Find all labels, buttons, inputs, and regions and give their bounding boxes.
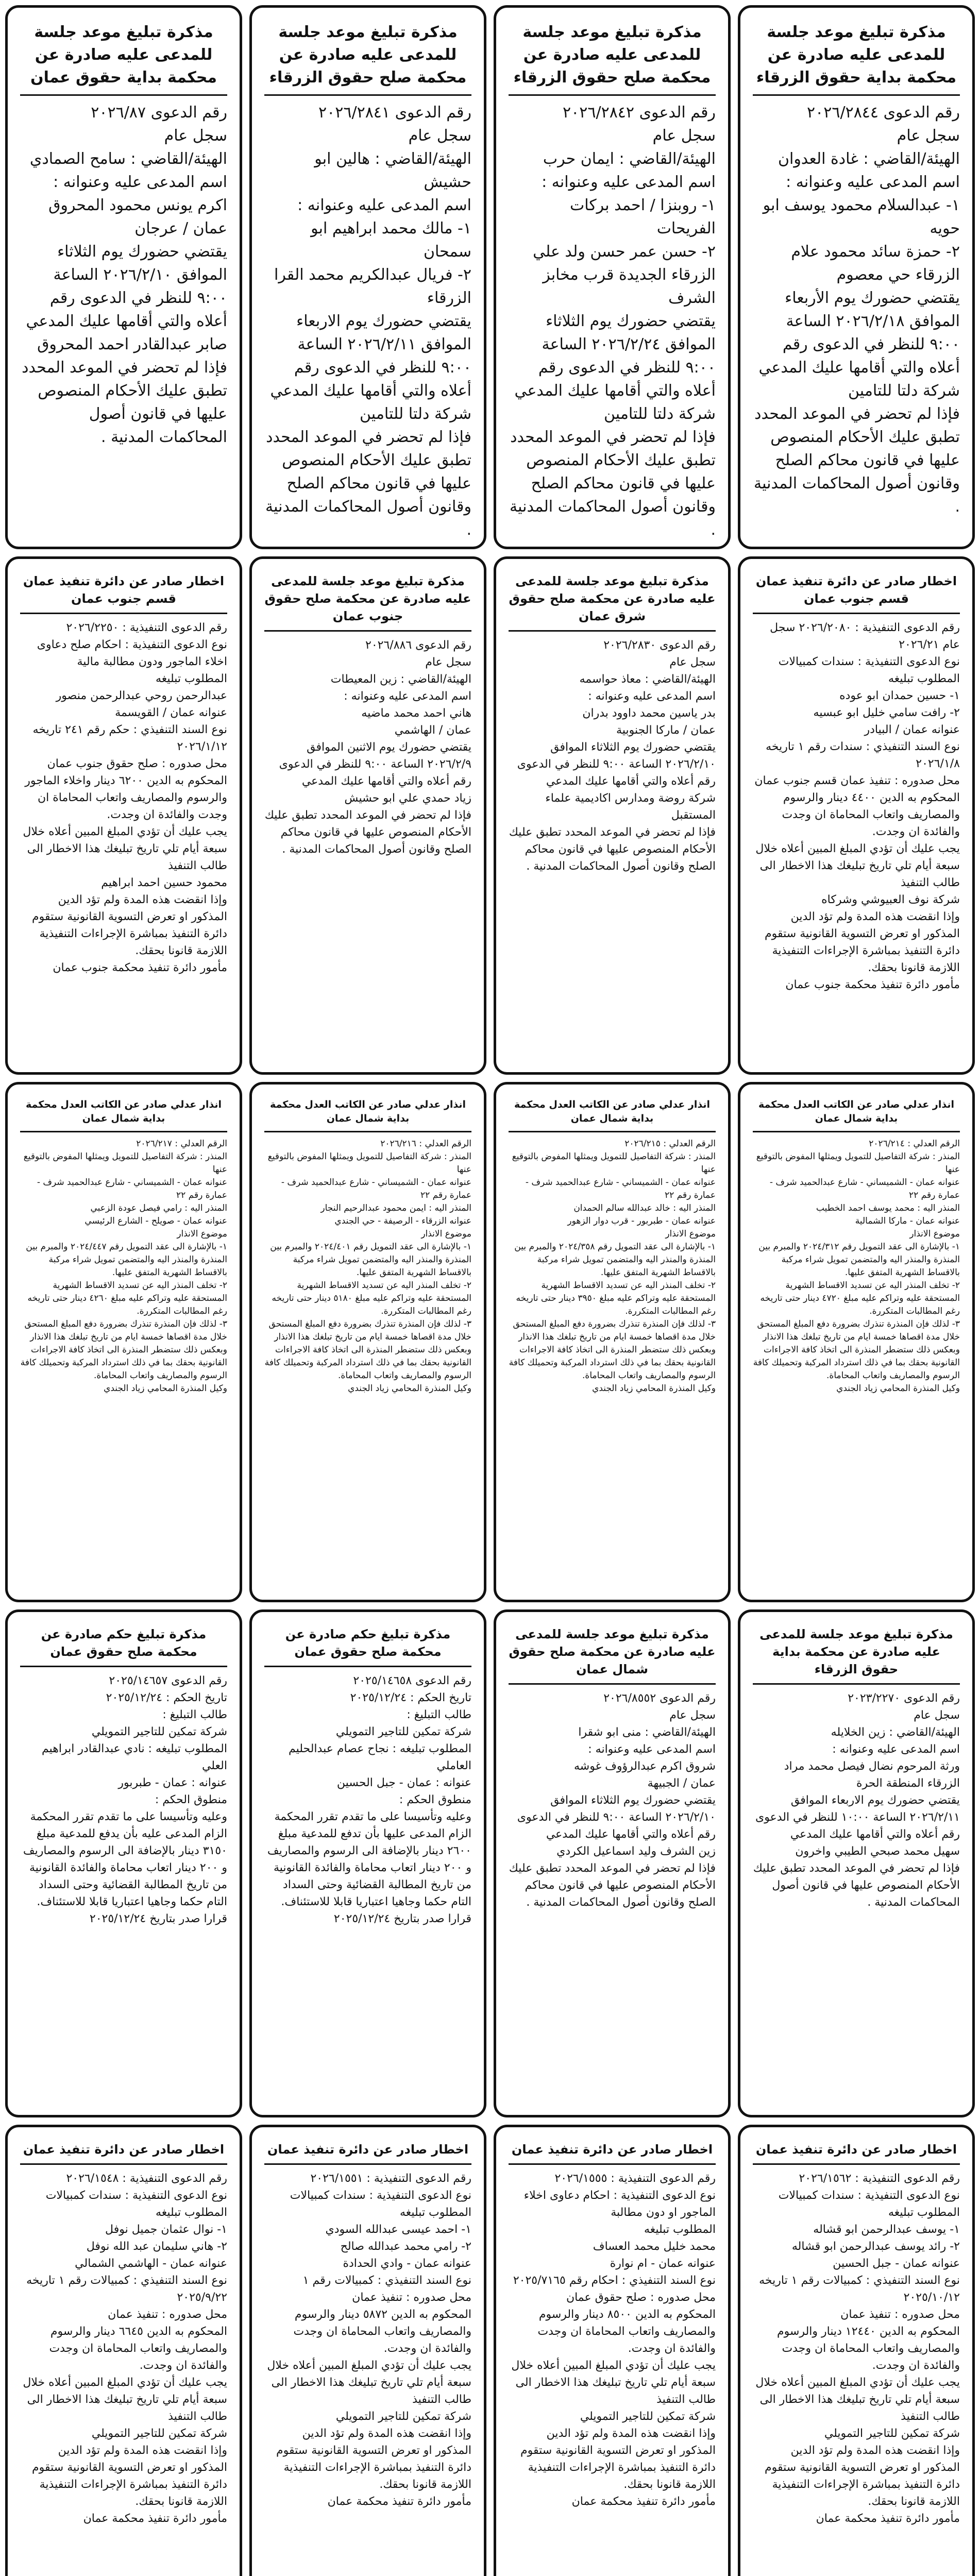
notice-heading: اخطار صادر عن دائرة تنفيذ عمان — [511, 2142, 713, 2157]
notices-row-4 — [5, 1609, 975, 2117]
notice-body: رقم الدعوى ٢٠٢٦/٢٨٣٠ سجل عام الهيئة/القاضي : معاذ حواسمه اسم المدعى عليه وعنوانه : بدر ياسين محمد داوود بدران عمان / ماركا الجنوبية يقتضي حضورك يوم الثلاثاء الموافق ٢٠٢٦/٢/١٠ الساعة ٩:٠٠ للنظر في الدعوى رقم أعلاه والتي أقامها عليك المدعي شركة روضة ومدارس اكاديمية علماء المستقبل فإذا لم تحضر في الموعد المحدد تطبق عليك الأحكام المنصوص عليها في قانون محاكم الصلح وقانون أصول المحاكمات المدنية . — [509, 639, 716, 873]
divider — [20, 613, 227, 614]
notices-row-1 — [5, 5, 975, 549]
notice-heading: اخطار صادر عن دائرة تنفيذ عمان — [267, 2142, 469, 2157]
notice-heading: اخطار صادر عن دائرة تنفيذ عمان — [23, 2142, 225, 2157]
notice-body: رقم الدعوى ٢٠٢٦/٨٥٥٢ سجل عام الهيئة/القاضي : منى ابو شقرا اسم المدعى عليه وعنوانه : شروق اكرم عبدالرؤوف غوشه عمان / الجبيهة يقتضي حضورك يوم الثلاثاء الموافق ٢٠٢٦/٢/١٠ الساعة ٩:٠٠ للنظر في الدعوى رقم أعلاه والتي أقامها عليك المدعي زين الشرف وليد اسماعيل الكردي فإذا لم تحضر في الموعد المحدد تطبق عليك الأحكام المنصوص عليها في قانون محاكم الصلح وقانون أصول المحاكمات المدنية . — [509, 1692, 716, 1909]
divider — [753, 2163, 960, 2165]
court-notice — [5, 1609, 242, 2117]
divider — [509, 630, 716, 632]
notice-heading: مذكرة تبليغ موعد جلسة للمدعى عليه صادرة عن محكمة صلح حقوق الزرقاء — [269, 23, 467, 87]
divider — [20, 94, 227, 96]
notice-heading: مذكرة تبليغ حكم صادرة عن محكمة صلح حقوق عمان — [41, 1627, 207, 1659]
divider — [20, 1131, 227, 1132]
divider — [753, 613, 960, 614]
notice-heading: مذكرة تبليغ موعد جلسة للمدعى عليه صادرة عن محكمة بداية حقوق عمان — [30, 23, 217, 87]
notice-body: رقم الدعوى ٢٠٢٦/٢٨٤١ سجل عام الهيئة/القاضي : هالين ابو حشيش اسم المدعى عليه وعنوانه : ١- مالك محمد ابراهيم ابو سمحان ٢- فريال عبدالكريم محمد القرا الزرقاء يقتضي حضورك يوم الاربعاء الموافق ٢٠٢٦/٢/١١ الساعة ٩:٠٠ للنظر في الدعوى رقم أعلاه والتي أقامها عليك المدعي شركة دلتا للتامين فإذا لم تحضر في الموعد المحدد تطبق عليك الأحكام المنصوص عليها في قانون محاكم الصلح وقانون أصول المحاكمات المدنية . — [265, 104, 471, 539]
notice-body: الرقم العدلي : ٢٠٢٦/٢١٦ المنذر : شركة التفاصيل للتمويل ويمثلها المفوض بالتوقيع عنها عنوانه عمان - الشميساني - شارع عبدالحميد شرف - عمارة رقم ٢٢ المنذر اليه : ايمن محمود عبدالرحيم النجار عنوانه الزرقاء - الرصيفة - حي الجندي موضوع الانذار ١- بالإشارة الى عقد التمويل رقم ٢٠٢٤/٤٠١ والمبرم بين المنذرة والمنذر اليه والمتضمن تمويل شراء مركبة بالاقساط الشهرية المتفق عليها. ٢- تخلف المنذر اليه عن تسديد الاقساط الشهرية المستحقة عليه وتراكم عليه مبلغ ٥١٨٠ دينار حتى تاريخه رغم المطالبات المتكررة. ٣- لذلك فإن المنذرة تنذرك بضرورة دفع المبلغ المستحق خلال مدة اقصاها خمسة ايام من تاريخ تبلغك هذا الانذار وبعكس ذلك ستضطر المنذرة الى اتخاذ كافة الاجراءات القانونية بحقك بما في ذلك استرداد المركبة وتحميلك كافة الرسوم والمصاريف واتعاب المحاماة. وكيل المنذرة المحامي زياد الجندي — [264, 1139, 471, 1394]
notice-heading: اخطار صادر عن دائرة تنفيذ عمان قسم جنوب عمان — [755, 574, 957, 606]
notices-row-2 — [5, 556, 975, 1075]
notice-body: الرقم العدلي : ٢٠٢٦/٢١٤ المنذر : شركة التفاصيل للتمويل ويمثلها المفوض بالتوقيع عنها عنوانه عمان - الشميساني - شارع عبدالحميد شرف - عمارة رقم ٢٢ المنذر اليه : محمد يوسف احمد الخطيب عنوانه عمان - ماركا الشمالية موضوع الانذار ١- بالإشارة الى عقد التمويل رقم ٢٠٢٤/٣١٢ والمبرم بين المنذرة والمنذر اليه والمتضمن تمويل شراء مركبة بالاقساط الشهرية المتفق عليها. ٢- تخلف المنذر اليه عن تسديد الاقساط الشهرية المستحقة عليه وتراكم عليه مبلغ ٤٧٢٠ دينار حتى تاريخه رغم المطالبات المتكررة. ٣- لذلك فإن المنذرة تنذرك بضرورة دفع المبلغ المستحق خلال مدة اقصاها خمسة ايام من تاريخ تبلغك هذا الانذار وبعكس ذلك ستضطر المنذرة الى اتخاذ كافة الاجراءات القانونية بحقك بما في ذلك استرداد المركبة وتحميلك كافة الرسوم والمصاريف واتعاب المحاماة. وكيل المنذرة المحامي زياد الجندي — [753, 1139, 960, 1394]
notice-heading: مذكرة تبليغ موعد جلسة للمدعى عليه صادرة عن محكمة بداية حقوق الزرقاء — [759, 1627, 953, 1676]
divider — [753, 94, 960, 96]
notice-body: الرقم العدلي : ٢٠٢٦/٢١٧ المنذر : شركة التفاصيل للتمويل ويمثلها المفوض بالتوقيع عنها عنوانه عمان - الشميساني - شارع عبدالحميد شرف - عمارة رقم ٢٢ المنذر اليه : رامي فيصل عودة الزعبي عنوانه عمان - صويلح - الشارع الرئيسي موضوع الانذار ١- بالإشارة الى عقد التمويل رقم ٢٠٢٤/٤٤٧ والمبرم بين المنذرة والمنذر اليه والمتضمن تمويل شراء مركبة بالاقساط الشهرية المتفق عليها. ٢- تخلف المنذر اليه عن تسديد الاقساط الشهرية المستحقة عليه وتراكم عليه مبلغ ٤٢٦٠ دينار حتى تاريخه رغم المطالبات المتكررة. ٣- لذلك فإن المنذرة تنذرك بضرورة دفع المبلغ المستحق خلال مدة اقصاها خمسة ايام من تاريخ تبلغك هذا الانذار وبعكس ذلك ستضطر المنذرة الى اتخاذ كافة الاجراءات القانونية بحقك بما في ذلك استرداد المركبة وتحميلك كافة الرسوم والمصاريف واتعاب المحاماة. وكيل المنذرة المحامي زياد الجندي — [20, 1139, 227, 1394]
divider — [264, 94, 471, 96]
court-notice — [5, 556, 242, 1075]
notice-body: رقم الدعوى ٢٠٢٦/٢٨٤٤ سجل عام الهيئة/القاضي : غادة العدوان اسم المدعى عليه وعنوانه : ١- عبدالسلام محمود يوسف ابو حويه ٢- حمزة سائد محمود علام الزرقاء حي معصوم يقتضي حضورك يوم الأربعاء الموافق ٢٠٢٦/٢/١٨ الساعة ٩:٠٠ للنظر في الدعوى رقم أعلاه والتي أقامها عليك المدعي شركة دلتا للتامين فإذا لم تحضر في الموعد المحدد تطبق عليك الأحكام المنصوص عليها في قانون محاكم الصلح وقانون أصول المحاكمات المدنية . — [754, 104, 960, 516]
divider — [509, 94, 716, 96]
notice-body: رقم الدعوى ٢٠٢٥/١٤٦٥٧ تاريخ الحكم : ٢٠٢٥/١٢/٢٤ طالب التبليغ : شركة تمكين للتاجير التمويلي المطلوب تبليغه : نادي عبدالقادر ابراهيم العلي عنوانه : عمان - طبربور منطوق الحكم : وعليه وتأسيسا على ما تقدم تقرر المحكمة الزام المدعى عليه بأن يدفع للمدعية مبلغ ٣١٥٠ دينار بالإضافة الى الرسوم والمصاريف و ٢٠٠ دينار اتعاب محاماة والفائدة القانونية من تاريخ المطالبة القضائية وحتى السداد التام حكما وجاهيا اعتباريا قابلا للاستئناف. قرارا صدر بتاريخ ٢٠٢٥/١٢/٢٤ — [23, 1674, 227, 1925]
notice-body: رقم الدعوى التنفيذية : ٢٠٢٦/٢٢٥٠ نوع الدعوى التنفيذية : احكام صلح دعاوى اخلاء الماجور ودون مطالبة مالية المطلوب تبليغه عبدالرحمن روحي عبدالرحمن منصور عنوانه عمان / القويسمة نوع السند التنفيذي : حكم رقم ٢٤١ تاريخه ٢٠٢٦/١/١٢ محل صدوره : صلح حقوق جنوب عمان المحكوم به الدين ٦٢٠٠ دينار واخلاء الماجور والرسوم والمصاريف واتعاب المحاماة ان وجدت والفائدة ان وجدت. يجب عليك أن تؤدي المبلغ المبين أعلاه خلال سبعة أيام تلي تاريخ تبليغك هذا الاخطار الى طالب التنفيذ محمود حسين احمد ابراهيم وإذا انقضت هذه المدة ولم تؤد الدين المذكور او تعرض التسوية القانونية ستقوم دائرة التنفيذ بمباشرة الإجراءات التنفيذية اللازمة قانونا بحقك. مأمور دائرة تنفيذ محكمة جنوب عمان — [23, 621, 227, 974]
notice-heading: مذكرة تبليغ موعد جلسة للمدعى عليه صادرة عن محكمة صلح حقوق جنوب عمان — [264, 574, 471, 623]
court-notice — [5, 1082, 242, 1602]
court-notice — [249, 1082, 486, 1602]
court-notice — [249, 1609, 486, 2117]
notice-heading: انذار عدلي صادر عن الكاتب العدل محكمة بداية شمال عمان — [758, 1099, 954, 1124]
notices-row-5 — [5, 2125, 975, 2576]
divider — [509, 1131, 716, 1132]
notice-body: رقم الدعوى التنفيذية : ٢٠٢٦/٢٠٨٠ سجل عام ٢٠٢٦/٢١ نوع الدعوى التنفيذية : سندات كمبيالات المطلوب تبليغه ١- حسين حمدان ابو عوده ٢- رافت سامي خليل ابو عبسيه عنوانه عمان / البيادر نوع السند التنفيذي : سندات رقم ١ تاريخه ٢٠٢٦/١/٨ محل صدوره : تنفيذ عمان قسم جنوب عمان المحكوم به الدين ٤٤٠٠ دينار والرسوم والمصاريف واتعاب المحاماة ان وجدت والفائدة ان وجدت. يجب عليك أن تؤدي المبلغ المبين أعلاه خلال سبعة أيام تلي تاريخ تبليغك هذا الاخطار الى طالب التنفيذ شركة نوف العبيوشي وشركاه وإذا انقضت هذه المدة ولم تؤد الدين المذكور او تعرض التسوية القانونية ستقوم دائرة التنفيذ بمباشرة الإجراءات التنفيذية اللازمة قانونا بحقك. مأمور دائرة تنفيذ محكمة جنوب عمان — [754, 621, 960, 991]
court-notice — [494, 556, 731, 1075]
court-notice — [249, 5, 486, 549]
divider — [264, 2163, 471, 2165]
notice-heading: انذار عدلي صادر عن الكاتب العدل محكمة بداية شمال عمان — [269, 1099, 466, 1124]
notice-body: الرقم العدلي : ٢٠٢٦/٢١٥ المنذر : شركة التفاصيل للتمويل ويمثلها المفوض بالتوقيع عنها عنوانه عمان - الشميساني - شارع عبدالحميد شرف - عمارة رقم ٢٢ المنذر اليه : خالد عبدالله سالم الحمدان عنوانه عمان - طبربور - قرب دوار الزهور موضوع الانذار ١- بالإشارة الى عقد التمويل رقم ٢٠٢٤/٣٥٨ والمبرم بين المنذرة والمنذر اليه والمتضمن تمويل شراء مركبة بالاقساط الشهرية المتفق عليها. ٢- تخلف المنذر اليه عن تسديد الاقساط الشهرية المستحقة عليه وتراكم عليه مبلغ ٣٩٥٠ دينار حتى تاريخه رغم المطالبات المتكررة. ٣- لذلك فإن المنذرة تنذرك بضرورة دفع المبلغ المستحق خلال مدة اقصاها خمسة ايام من تاريخ تبلغك هذا الانذار وبعكس ذلك ستضطر المنذرة الى اتخاذ كافة الاجراءات القانونية بحقك بما في ذلك استرداد المركبة وتحميلك كافة الرسوم والمصاريف واتعاب المحاماة. وكيل المنذرة المحامي زياد الجندي — [509, 1139, 716, 1394]
court-notice — [738, 1082, 975, 1602]
notice-body: رقم الدعوى التنفيذية : ٢٠٢٦/١٥٥١ نوع الدعوى التنفيذية : سندات كمبيالات المطلوب تبليغه ١- احمد عيسى عبدالله السودي ٢- رامي محمد عبدالله صالح عنوانه عمان - وادي الحدادة نوع السند التنفيذي : كمبيالات رقم ١ محل صدوره : تنفيذ عمان المحكوم به الدين ٥٨٧٢ دينار والرسوم والمصاريف واتعاب المحاماة ان وجدت والفائدة ان وجدت. يجب عليك أن تؤدي المبلغ المبين أعلاه خلال سبعة أيام تلي تاريخ تبليغك هذا الاخطار الى طالب التنفيذ شركة تمكين للتاجير التمويلي وإذا انقضت هذه المدة ولم تؤد الدين المذكور او تعرض التسوية القانونية ستقوم دائرة التنفيذ بمباشرة الإجراءات التنفيذية اللازمة قانونا بحقك. مأمور دائرة تنفيذ محكمة عمان — [267, 2172, 471, 2508]
divider — [264, 1131, 471, 1132]
notice-body: رقم الدعوى ٢٠٢٦/٢٨٤٢ سجل عام الهيئة/القاضي : ايمان حرب اسم المدعى عليه وعنوانه : ١- روبنزا / احمد بركات الفريحات ٢- حسن عمر حسن ولد علي الزرقاء الجديدة قرب مخابز الشرف يقتضي حضورك يوم الثلاثاء الموافق ٢٠٢٦/٢/٢٤ الساعة ٩:٠٠ للنظر في الدعوى رقم أعلاه والتي أقامها عليك المدعي شركة دلتا للتامين فإذا لم تحضر في الموعد المحدد تطبق عليك الأحكام المنصوص عليها في قانون محاكم الصلح وقانون أصول المحاكمات المدنية . — [510, 104, 716, 539]
divider — [264, 630, 471, 632]
court-notice — [249, 556, 486, 1075]
divider — [20, 1666, 227, 1667]
notice-body: رقم الدعوى ٢٠٢٥/١٤٦٥٨ تاريخ الحكم : ٢٠٢٥/١٢/٢٤ طالب التبليغ : شركة تمكين للتاجير التمويلي المطلوب تبليغه : نجاح عصام عبدالحليم العاملي عنوانه : عمان - جبل الحسين منطوق الحكم : وعليه وتأسيسا على ما تقدم تقرر المحكمة الزام المدعى عليها بأن تدفع للمدعية مبلغ ٢٦٠٠ دينار بالإضافة الى الرسوم والمصاريف و ٢٠٠ دينار اتعاب محاماة والفائدة القانونية من تاريخ المطالبة القضائية وحتى السداد التام حكما وجاهيا اعتباريا قابلا للاستئناف. قرارا صدر بتاريخ ٢٠٢٥/١٢/٢٤ — [267, 1674, 471, 1925]
court-notice — [738, 1609, 975, 2117]
notice-heading: انذار عدلي صادر عن الكاتب العدل محكمة بداية شمال عمان — [25, 1099, 222, 1124]
court-notice — [494, 1082, 731, 1602]
notice-heading: مذكرة تبليغ موعد جلسة للمدعى عليه صادرة عن محكمة صلح حقوق شرق عمان — [509, 574, 716, 623]
notice-body: رقم الدعوى ٢٠٢٦/٨٧ سجل عام الهيئة/القاضي : سامح الصمادي اسم المدعى عليه وعنوانه : اكرم يونس محمود المحروق عمان / عرجان يقتضي حضورك يوم الثلاثاء الموافق ٢٠٢٦/٢/١٠ الساعة ٩:٠٠ للنظر في الدعوى رقم أعلاه والتي أقامها عليك المدعي صابر عبدالقادر احمد المحروق فإذا لم تحضر في الموعد المحدد تطبق عليك الأحكام المنصوص عليها في قانون أصول المحاكمات المدنية . — [22, 104, 227, 446]
notice-heading: مذكرة تبليغ موعد جلسة للمدعى عليه صادرة عن محكمة صلح حقوق شمال عمان — [509, 1627, 716, 1676]
court-notice — [738, 556, 975, 1075]
notice-body: رقم الدعوى ٢٠٢٣/٢٢٧٠ سجل عام الهيئة/القاضي : زين الخلايله اسم المدعى عليه وعنوانه : ورثة المرحوم نضال فيصل محمد مراد الزرقاء المنطقة الحرة يقتضي حضورك يوم الاربعاء الموافق ٢٠٢٦/٢/١١ الساعة ١٠:٠٠ للنظر في الدعوى رقم أعلاه والتي أقامها عليك المدعي سهيل محمد صبحي الطيبي واخرون فإذا لم تحضر في الموعد المحدد تطبق عليك الأحكام المنصوص عليها في قانون أصول المحاكمات المدنية . — [753, 1692, 960, 1909]
court-notice — [738, 2125, 975, 2576]
court-notice — [249, 2125, 486, 2576]
notice-heading: مذكرة تبليغ موعد جلسة للمدعى عليه صادرة عن محكمة صلح حقوق الزرقاء — [513, 23, 711, 87]
notice-body: رقم الدعوى التنفيذية : ٢٠٢٦/١٥٥٥ نوع الدعوى التنفيذية : احكام دعاوى اخلاء الماجور او دون مطالبة المطلوب تبليغه محمد خليل محمد العساف عنوانه عمان - ام نوارة نوع السند التنفيذي : احكام رقم ٢٠٢٥/٧١٦٥ محل صدوره : صلح حقوق عمان المحكوم به الدين ٨٥٠٠ دينار والرسوم والمصاريف واتعاب المحاماة ان وجدت والفائدة ان وجدت. يجب عليك أن تؤدي المبلغ المبين أعلاه خلال سبعة أيام تلي تاريخ تبليغك هذا الاخطار الى طالب التنفيذ شركة تمكين للتاجير التمويلي وإذا انقضت هذه المدة ولم تؤد الدين المذكور او تعرض التسوية القانونية ستقوم دائرة التنفيذ بمباشرة الإجراءات التنفيذية اللازمة قانونا بحقك. مأمور دائرة تنفيذ محكمة عمان — [511, 2172, 716, 2508]
notice-heading: مذكرة تبليغ حكم صادرة عن محكمة صلح حقوق عمان — [285, 1627, 451, 1659]
court-notice — [5, 2125, 242, 2576]
divider — [753, 1131, 960, 1132]
court-notice — [494, 2125, 731, 2576]
notice-heading: اخطار صادر عن دائرة تنفيذ عمان قسم جنوب عمان — [23, 574, 225, 606]
notices-row-3 — [5, 1082, 975, 1602]
notice-body: رقم الدعوى التنفيذية : ٢٠٢٦/١٥٤٨ نوع الدعوى التنفيذية : سندات كمبيالات المطلوب تبليغه ١- نوال عثمان جميل نوفل ٢- هاني سليمان عبد الله نوفل عنوانه عمان - الهاشمي الشمالي نوع السند التنفيذي : كمبيالات رقم ١ تاريخه ٢٠٢٥/٩/٢٢ محل صدوره : تنفيذ عمان المحكوم به الدين ٦٦٤٥ دينار والرسوم والمصاريف واتعاب المحاماة ان وجدت والفائدة ان وجدت. يجب عليك أن تؤدي المبلغ المبين أعلاه خلال سبعة أيام تلي تاريخ تبليغك هذا الاخطار الى طالب التنفيذ شركة تمكين للتاجير التمويلي وإذا انقضت هذه المدة ولم تؤد الدين المذكور او تعرض التسوية القانونية ستقوم دائرة التنفيذ بمباشرة الإجراءات التنفيذية اللازمة قانونا بحقك. مأمور دائرة تنفيذ محكمة عمان — [23, 2172, 227, 2525]
divider — [509, 2163, 716, 2165]
court-notice — [494, 1609, 731, 2117]
divider — [20, 2163, 227, 2165]
notice-body: رقم الدعوى التنفيذية : ٢٠٢٦/١٥٦٢ نوع الدعوى التنفيذية : سندات كمبيالات المطلوب تبليغه ١- يوسف عبدالرحمن ابو قشاله ٢- رائد يوسف عبدالرحمن ابو قشاله عنوانه عمان - جبل الحسين نوع السند التنفيذي : كمبيالات رقم ١ تاريخه ٢٠٢٥/١٠/١٢ محل صدوره : تنفيذ عمان المحكوم به الدين ١٢٤٤٠ دينار والرسوم والمصاريف واتعاب المحاماة ان وجدت والفائدة ان وجدت. يجب عليك أن تؤدي المبلغ المبين أعلاه خلال سبعة أيام تلي تاريخ تبليغك هذا الاخطار الى طالب التنفيذ شركة تمكين للتاجير التمويلي وإذا انقضت هذه المدة ولم تؤد الدين المذكور او تعرض التسوية القانونية ستقوم دائرة التنفيذ بمباشرة الإجراءات التنفيذية اللازمة قانونا بحقك. مأمور دائرة تنفيذ محكمة عمان — [755, 2172, 960, 2525]
court-notice — [738, 5, 975, 549]
notice-heading: مذكرة تبليغ موعد جلسة للمدعى عليه صادرة عن محكمة بداية حقوق الزرقاء — [756, 23, 957, 87]
notice-heading: انذار عدلي صادر عن الكاتب العدل محكمة بداية شمال عمان — [514, 1099, 710, 1124]
court-notice — [494, 5, 731, 549]
divider — [753, 1683, 960, 1685]
court-notice — [5, 5, 242, 549]
divider — [264, 1666, 471, 1667]
divider — [509, 1683, 716, 1685]
notice-heading: اخطار صادر عن دائرة تنفيذ عمان — [755, 2142, 957, 2157]
notice-body: رقم الدعوى ٢٠٢٦/٨٨٦ سجل عام الهيئة/القاضي : زين المعيطات اسم المدعى عليه وعنوانه : هاني احمد محمد ماضيه عمان / الهاشمي يقتضي حضورك يوم الاثنين الموافق ٢٠٢٦/٢/٩ الساعة ٩:٠٠ للنظر في الدعوى رقم أعلاه والتي أقامها عليك المدعي زياد حمدي علي ابو حشيش فإذا لم تحضر في الموعد المحدد تطبق عليك الأحكام المنصوص عليها في قانون محاكم الصلح وقانون أصول المحاكمات المدنية . — [264, 639, 471, 856]
